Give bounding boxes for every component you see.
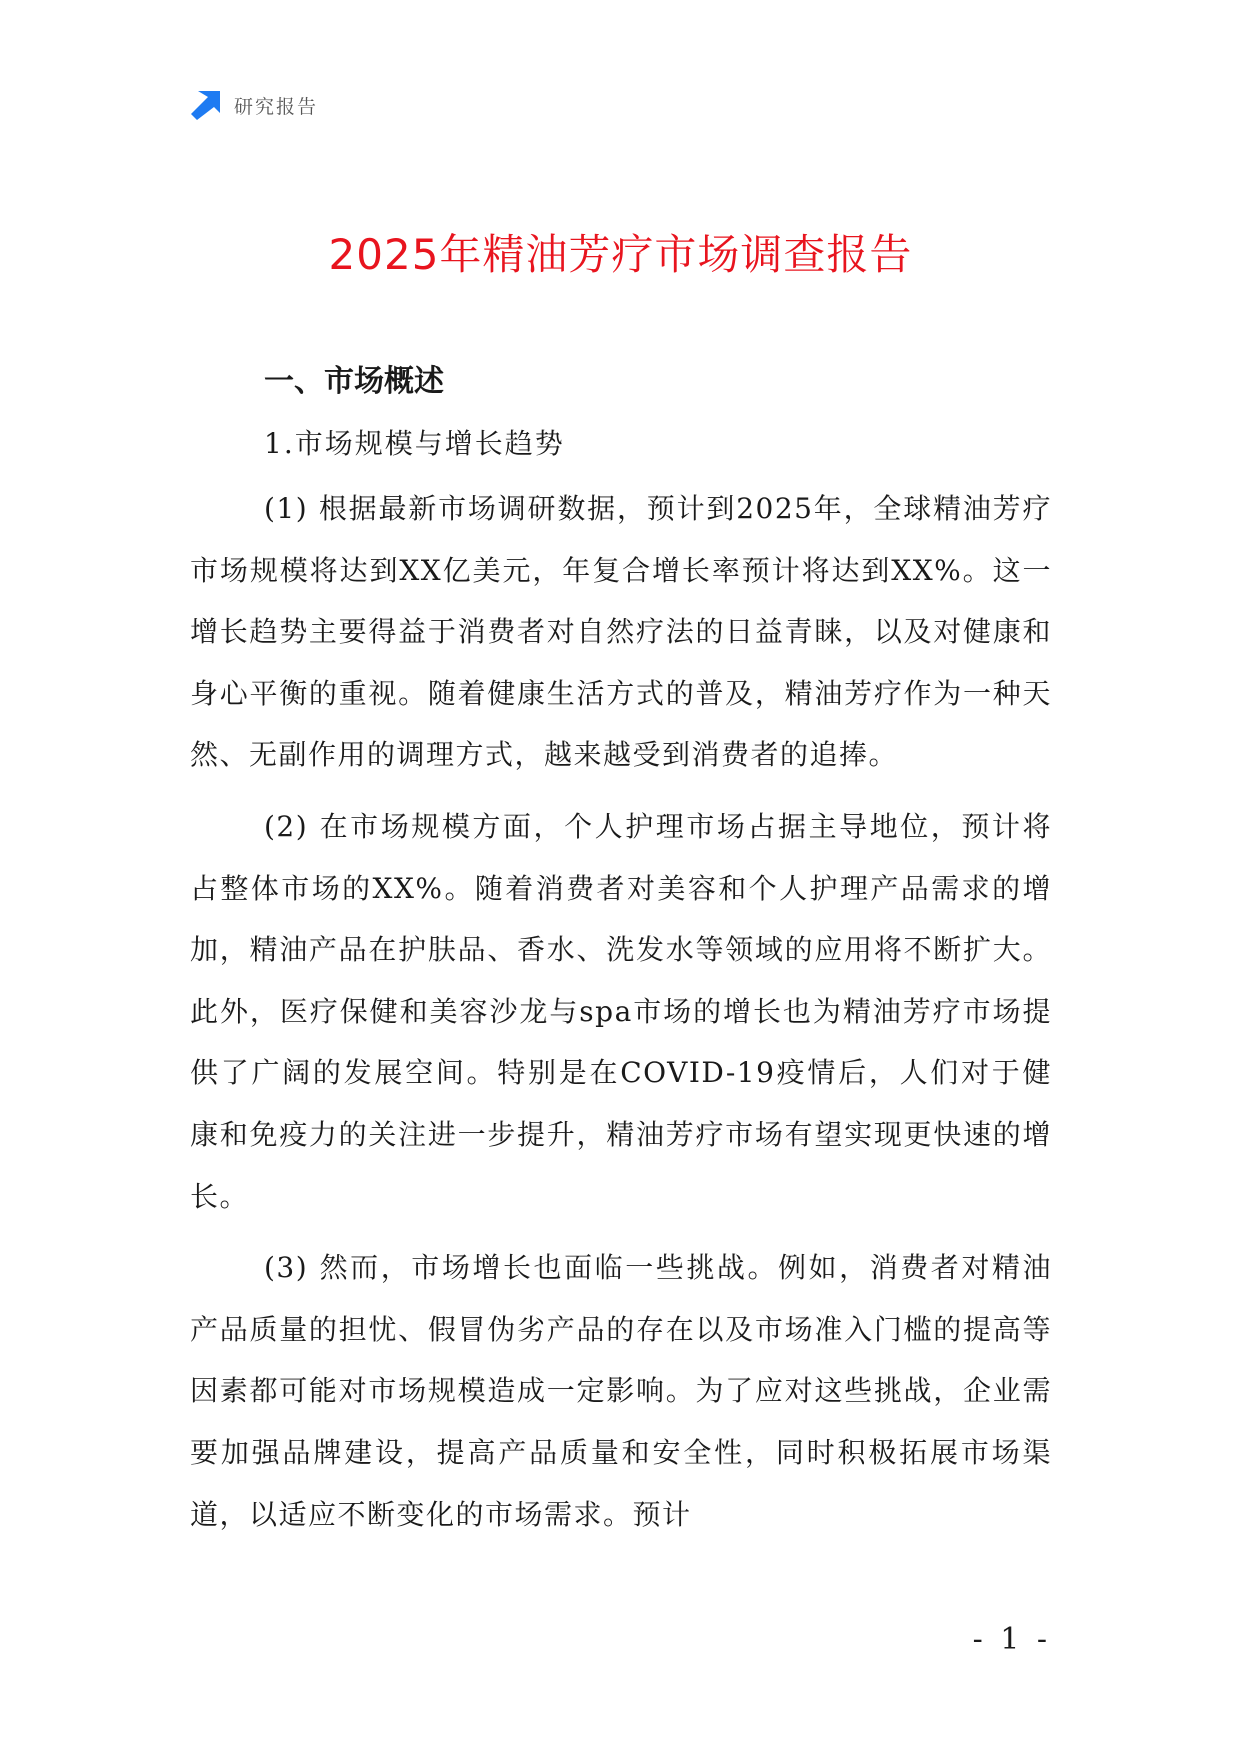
subsection-heading: 1.市场规模与增长趋势 — [264, 427, 565, 460]
document-title: 2025年精油芳疗市场调查报告 — [328, 230, 913, 279]
section-heading: 一、市场概述 — [264, 364, 444, 399]
paragraph-3: (3) 然而，市场增长也面临一些挑战。例如，消费者对精油产品质量的担忧、假冒伪劣产品的存在以及市场准入门槛的提高等因素都可能对市场规模造成一定影响。为了应对这些挑战，企业需要加强品牌建设，提高产品质量和安全性，同时积极拓展市场渠道，以适应不断变化的市场需求。预计 — [190, 1251, 1052, 1531]
arrow-up-right-icon — [190, 89, 222, 121]
paragraph-1: (1) 根据最新市场调研数据，预计到2025年，全球精油芳疗市场规模将达到XX亿美元，年复合增长率预计将达到XX%。这一增长趋势主要得益于消费者对自然疗法的日益青睐，以及对健康和身心平衡的重视。随着健康生活方式的普及，精油芳疗作为一种天然、无副作用的调理方式，越来越受到消费者的追捧。 — [190, 492, 1052, 772]
paragraph-2: (2) 在市场规模方面，个人护理市场占据主导地位，预计将占整体市场的XX%。随着消费者对美容和个人护理产品需求的增加，精油产品在护肤品、香水、洗发水等领域的应用将不断扩大。此外，医疗保健和美容沙龙与spa市场的增长也为精油芳疗市场提供了广阔的发展空间。特别是在COVID-19疫情后，人们对于健康和免疫力的关注进一步提升，精油芳疗市场有望实现更快速的增长。 — [190, 809, 1052, 1213]
document-body — [190, 358, 1052, 1545]
page-header — [190, 88, 318, 122]
header-label: 研究报告 — [234, 95, 319, 118]
page-number: - 1 - — [972, 1622, 1051, 1657]
